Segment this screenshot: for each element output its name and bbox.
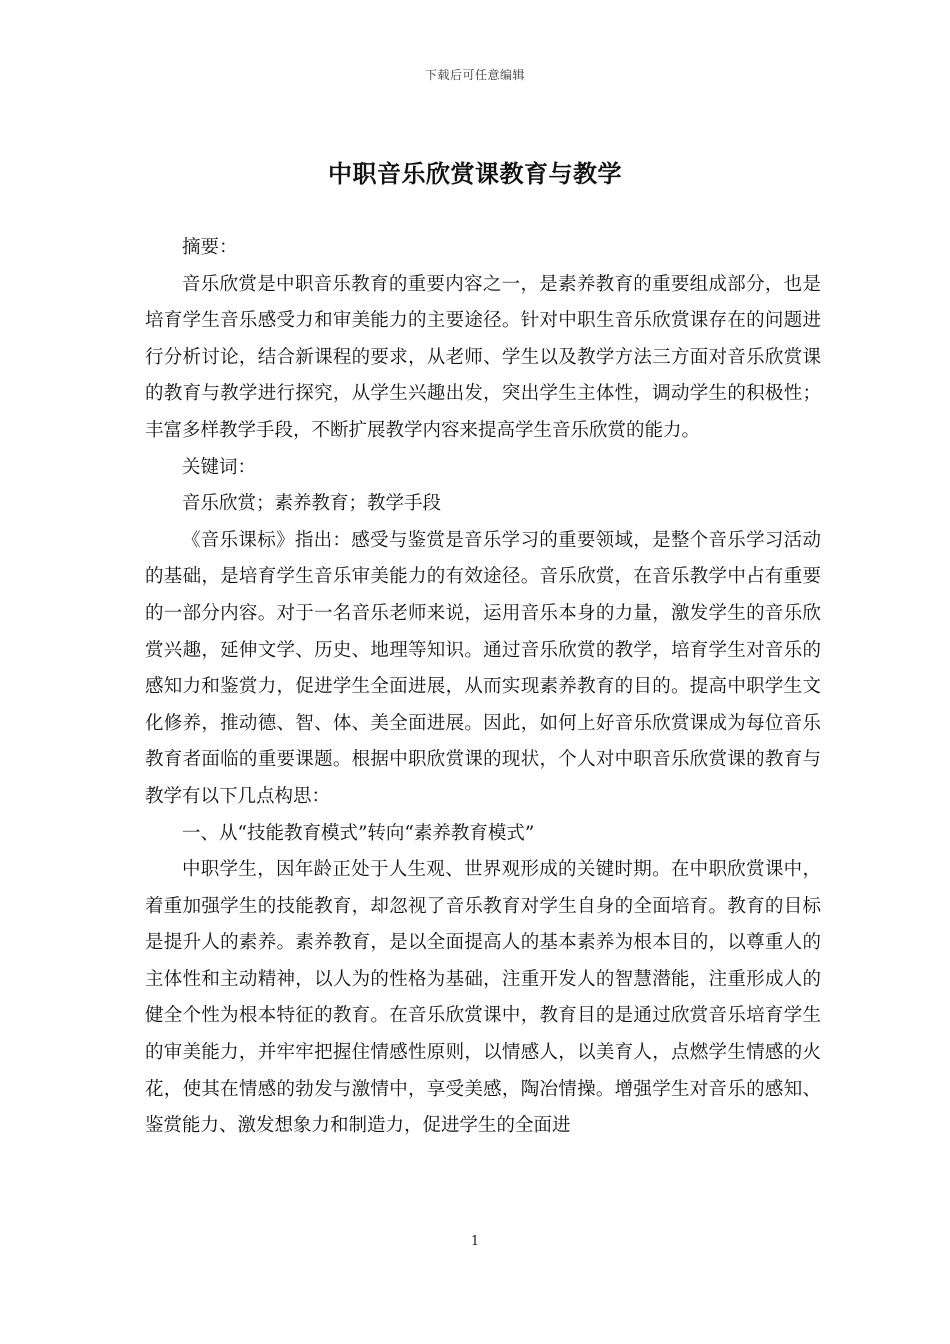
section-1-heading: 一、从“技能教育模式”转向“素养教育模式” xyxy=(182,822,535,844)
section-1-paragraph: 中职学生，因年龄正处于人生观、世界观形成的关键时期。在中职欣赏课中，着重加强学生的技能教育，却忽视了音乐教育对学生自身的全面培育。教育的目标是提升人的素养。素养教育，是以全面提高人的基本素养为根本目的，以尊重人的主体性和主动精神，以人为的性格为基础，注重开发人的智慧潜能，注重形成人的健全个性为根本特征的教育。在音乐欣赏课中，教育目的是通过欣赏音乐培育学生的审美能力，并牢牢把握住情感性原则，以情感人，以美育人，点燃学生情感的火花，使其在情感的勃发与激情中，享受美感，陶冶情操。增强学生对音乐的感知、鉴赏能力、激发想象力和制造力，促进学生的全面进 xyxy=(145,859,821,1137)
intro-paragraph: 《音乐课标》指出：感受与鉴赏是音乐学习的重要领域，是整个音乐学习活动的基础，是培育学生音乐审美能力的有效途径。音乐欣赏，在音乐教学中占有重要的一部分内容。对于一名音乐老师来说，运用音乐本身的力量，激发学生的音乐欣赏兴趣，延伸文学、历史、地理等知识。通过音乐欣赏的教学，培育学生对音乐的感知力和鉴赏力，促进学生全面进展，从而实现素养教育的目的。提高中职学生文化修养，推动德、智、体、美全面进展。因此，如何上好音乐欣赏课成为每位音乐教育者面临的重要课题。根据中职欣赏课的现状，个人对中职音乐欣赏课的教育与教学有以下几点构思： xyxy=(145,529,821,807)
document-body xyxy=(145,230,821,1145)
abstract-paragraph: 音乐欣赏是中职音乐教育的重要内容之一，是素养教育的重要组成部分，也是培育学生音乐感受力和审美能力的主要途径。针对中职生音乐欣赏课存在的问题进行分析讨论，结合新课程的要求，从老师、学生以及教学方法三方面对音乐欣赏课的教育与教学进行探究，从学生兴趣出发，突出学生主体性，调动学生的积极性；丰富多样教学手段，不断扩展教学内容来提高学生音乐欣赏的能力。 xyxy=(145,273,821,441)
page-header-note: 下载后可任意编辑 xyxy=(424,68,525,82)
keywords-paragraph: 音乐欣赏；素养教育；教学手段 xyxy=(182,493,442,515)
document-title: 中职音乐欣赏课教育与教学 xyxy=(328,159,622,188)
page-number: 1 xyxy=(470,1234,480,1249)
keywords-label: 关键词： xyxy=(182,456,257,478)
abstract-label: 摘要： xyxy=(182,237,238,258)
